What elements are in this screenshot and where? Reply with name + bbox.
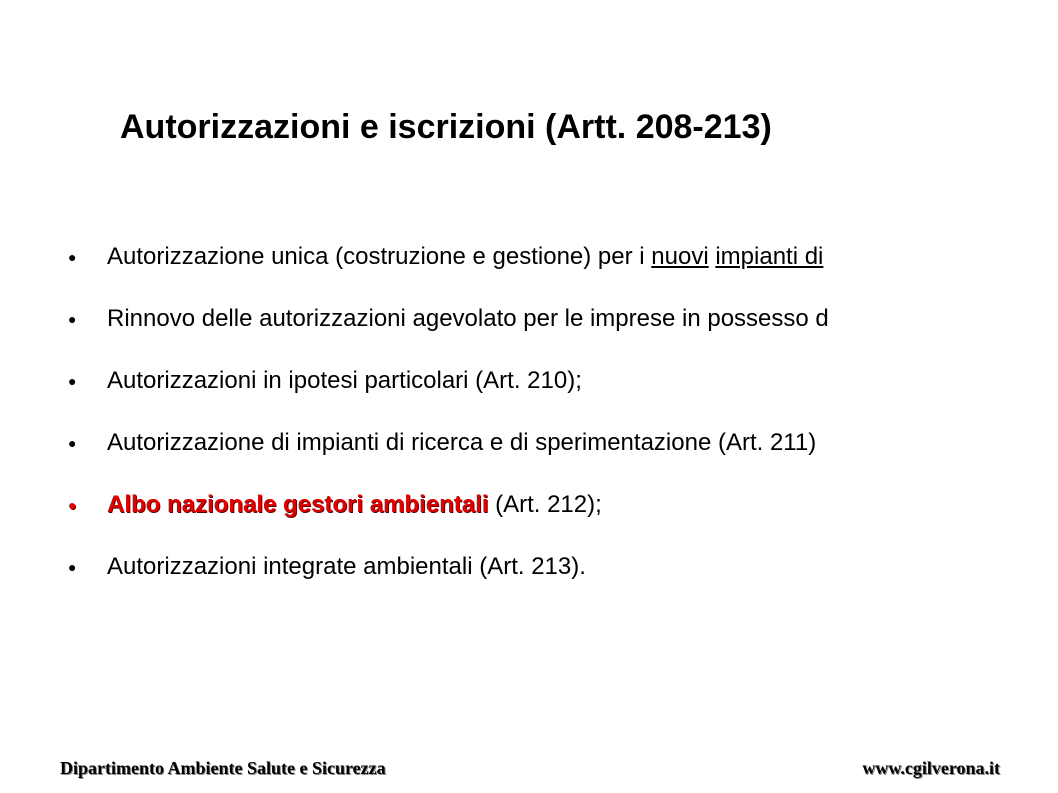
bullet-item-albo-nazionale [68,484,1058,546]
bullet-item-renewal [68,298,1058,360]
highlighted-segment: Albo nazionale gestori ambientali [107,491,489,518]
bullet-text [107,298,829,340]
bullet-text [107,484,602,526]
underlined-segment: impianti di [715,243,824,270]
slide-title: Autorizzazioni e iscrizioni (Artt. 208-213) [120,108,772,146]
bullet-item-integrated [68,546,1058,608]
bullet-dot-icon: ● [68,559,77,575]
bullet-item-building-permit [68,236,1058,298]
bullet-dot-icon: ● [68,311,77,327]
bullet-dot-icon: ● [68,497,77,513]
text-segment: Autorizzazioni in ipotesi particolari (Art. 210); [107,367,582,394]
bullet-dot-icon: ● [68,373,77,389]
text-segment: Autorizzazione unica (costruzione e gestione) per i [107,243,652,270]
bullet-item-special-cases [68,360,1058,422]
bullet-dot-icon: ● [68,435,77,451]
text-segment: Rinnovo delle autorizzazioni agevolato per le imprese in possesso d [107,305,829,332]
bullet-dot-icon: ● [68,249,77,265]
bullet-list [68,236,1058,608]
bullet-text [107,422,816,464]
bullet-text [107,546,586,588]
footer-website: www.cgilverona.it [862,758,1000,778]
text-segment: Autorizzazioni integrate ambientali (Art. 213). [107,553,586,580]
text-segment: (Art. 212); [488,491,602,518]
bullet-text [107,360,582,402]
bullet-text [107,236,823,278]
text-segment: Autorizzazione di impianti di ricerca e di sperimentazione (Art. 211) [107,429,817,456]
footer-department: Dipartimento Ambiente Salute e Sicurezza [60,758,386,778]
underlined-segment: nuovi [651,243,709,270]
bullet-item-research-plants [68,422,1058,484]
